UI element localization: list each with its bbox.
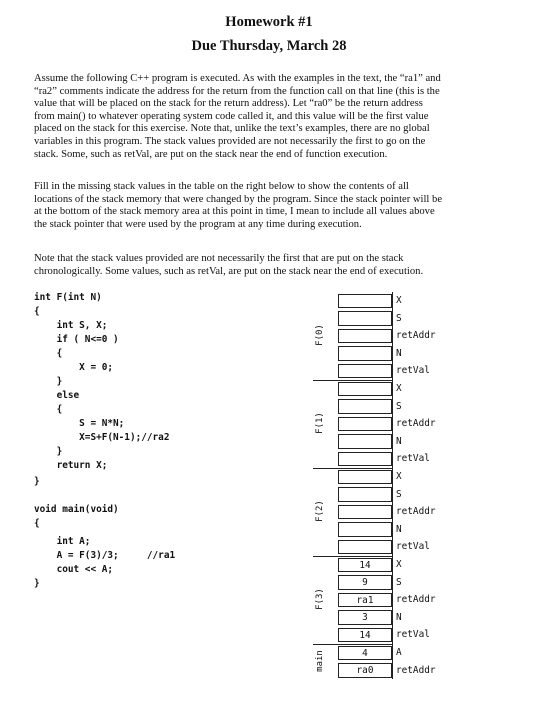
stack-cell-label: retAddr: [396, 418, 436, 430]
frame-label: [309, 588, 331, 610]
code-line: }: [34, 376, 63, 387]
frame-label: [309, 649, 331, 672]
stack-cell-label: retVal: [396, 453, 430, 465]
frame-label-text: main: [315, 649, 325, 672]
paragraph-line: Fill in the missing stack values in the table on the right below to show the contents of all: [34, 181, 409, 192]
frame-label: [309, 500, 331, 522]
stack-cell-value[interactable]: [338, 329, 392, 344]
stack-cell-value[interactable]: 3: [338, 610, 392, 625]
stack-cell-value[interactable]: 9: [338, 575, 392, 590]
stack-cell-label: retAddr: [396, 330, 436, 342]
stack-cell-value[interactable]: [338, 434, 392, 449]
stack-cell-value[interactable]: [338, 540, 392, 555]
code-line: int S, X;: [34, 320, 108, 331]
code-line: else: [34, 390, 80, 401]
stack-divider: [392, 292, 393, 679]
stack-cell-value[interactable]: [338, 399, 392, 414]
stack-cell-value[interactable]: 4: [338, 646, 392, 661]
stack-cell-label: S: [396, 312, 402, 324]
stack-cell-value[interactable]: [338, 311, 392, 326]
code-line: X=S+F(N-1);//ra2: [34, 432, 170, 443]
paragraph-line: the stack pointer that were used by the program at any time during execution.: [34, 218, 362, 230]
stack-cell-value[interactable]: 14: [338, 628, 392, 643]
paragraph-line: variables in this program. The stack values provided are not necessarily the first to go on the: [34, 135, 426, 147]
frame-label-text: F(0): [315, 324, 325, 346]
homework-title: Homework #1: [225, 14, 313, 30]
paragraph-line: chronologically. Some values, such as retVal, are put on the stack near the end of execution.: [34, 265, 424, 277]
code-line: return X;: [34, 460, 108, 471]
code-line: }: [34, 446, 63, 457]
paragraph-line: locations of the stack memory that were changed by the program. Since the stack pointer will be: [34, 193, 443, 205]
stack-cell-value[interactable]: [338, 417, 392, 432]
stack-cell-value[interactable]: [338, 452, 392, 467]
stack-cell-value[interactable]: [338, 294, 392, 309]
paragraph-line: value that will be placed on the stack for the return address). Let “ra0” be the return address: [34, 98, 423, 110]
stack-cell-value[interactable]: 14: [338, 558, 392, 573]
due-date: Due Thursday, March 28: [191, 38, 347, 54]
frame-label: [309, 324, 331, 346]
code-line: {: [34, 404, 63, 415]
stack-cell-label: N: [396, 435, 402, 447]
frame-label-text: F(1): [315, 412, 325, 434]
code-line: {: [34, 518, 40, 529]
stack-cell-label: retAddr: [396, 664, 436, 676]
stack-cell-label: S: [396, 488, 402, 500]
frame-separator: [313, 644, 393, 645]
stack-cell-label: X: [396, 383, 402, 394]
stack-cell-label: retVal: [396, 541, 430, 553]
code-line: {: [34, 306, 40, 317]
stack-cell-label: retAddr: [396, 506, 436, 518]
stack-cell-label: X: [396, 559, 402, 570]
paragraph-line: at the bottom of the stack memory area at this point in time, I mean to include all values above: [34, 206, 435, 218]
stack-cell-label: N: [396, 523, 402, 535]
stack-cell-value[interactable]: [338, 382, 392, 397]
stack-cell-label: retAddr: [396, 594, 436, 606]
stack-cell-label: S: [396, 400, 402, 412]
stack-cell-label: S: [396, 576, 402, 588]
stack-cell-label: A: [396, 647, 402, 658]
stack-cell-label: retVal: [396, 365, 430, 377]
paragraph-line: Assume the following C++ program is executed. As with the examples in the text, the “ra1” and: [34, 73, 441, 84]
frame-separator: [313, 556, 393, 557]
paragraph-line: placed on the stack for this exercise. Note that, unlike the text’s examples, there are no global: [34, 123, 430, 135]
stack-cell-value[interactable]: [338, 346, 392, 361]
stack-cell-label: X: [396, 295, 402, 306]
stack-cell-label: retVal: [396, 629, 430, 641]
frame-separator: [313, 468, 393, 469]
stack-cell-value[interactable]: [338, 487, 392, 502]
code-line: {: [34, 348, 63, 359]
code-line: S = N*N;: [34, 418, 125, 429]
code-line: int F(int N): [34, 292, 102, 303]
code-line: A = F(3)/3; //ra1: [34, 550, 176, 561]
paragraph-line: stack. Some, such as retVal, are put on the stack near the end of function execution.: [34, 148, 388, 160]
stack-cell-value[interactable]: [338, 470, 392, 485]
code-line: }: [34, 578, 40, 589]
stack-cell-label: N: [396, 611, 402, 623]
stack-cell-value[interactable]: ra1: [338, 593, 392, 608]
code-line: }: [34, 476, 40, 487]
stack-cell-label: N: [396, 347, 402, 359]
code-line: if ( N<=0 ): [34, 334, 119, 345]
code-line: void main(void): [34, 504, 119, 515]
stack-cell-value[interactable]: [338, 505, 392, 520]
code-line: cout << A;: [34, 564, 114, 575]
stack-cell-value[interactable]: ra0: [338, 663, 392, 678]
stack-cell-label: X: [396, 471, 402, 482]
paragraph-line: from main() to whatever operating system code called it, and this value will be the first value: [34, 110, 429, 122]
frame-separator: [313, 380, 393, 381]
code-line: X = 0;: [34, 362, 114, 373]
frame-label: [309, 412, 331, 434]
frame-label-text: F(3): [315, 588, 325, 610]
frame-label-text: F(2): [315, 500, 325, 522]
paragraph-line: “ra2” comments indicate the address for the return from the function call on that line (this is the: [34, 85, 440, 97]
stack-cell-value[interactable]: [338, 364, 392, 379]
paragraph-line: Note that the stack values provided are not necessarily the first that are put on the stack: [34, 253, 404, 264]
code-line: int A;: [34, 536, 91, 547]
stack-cell-value[interactable]: [338, 522, 392, 537]
